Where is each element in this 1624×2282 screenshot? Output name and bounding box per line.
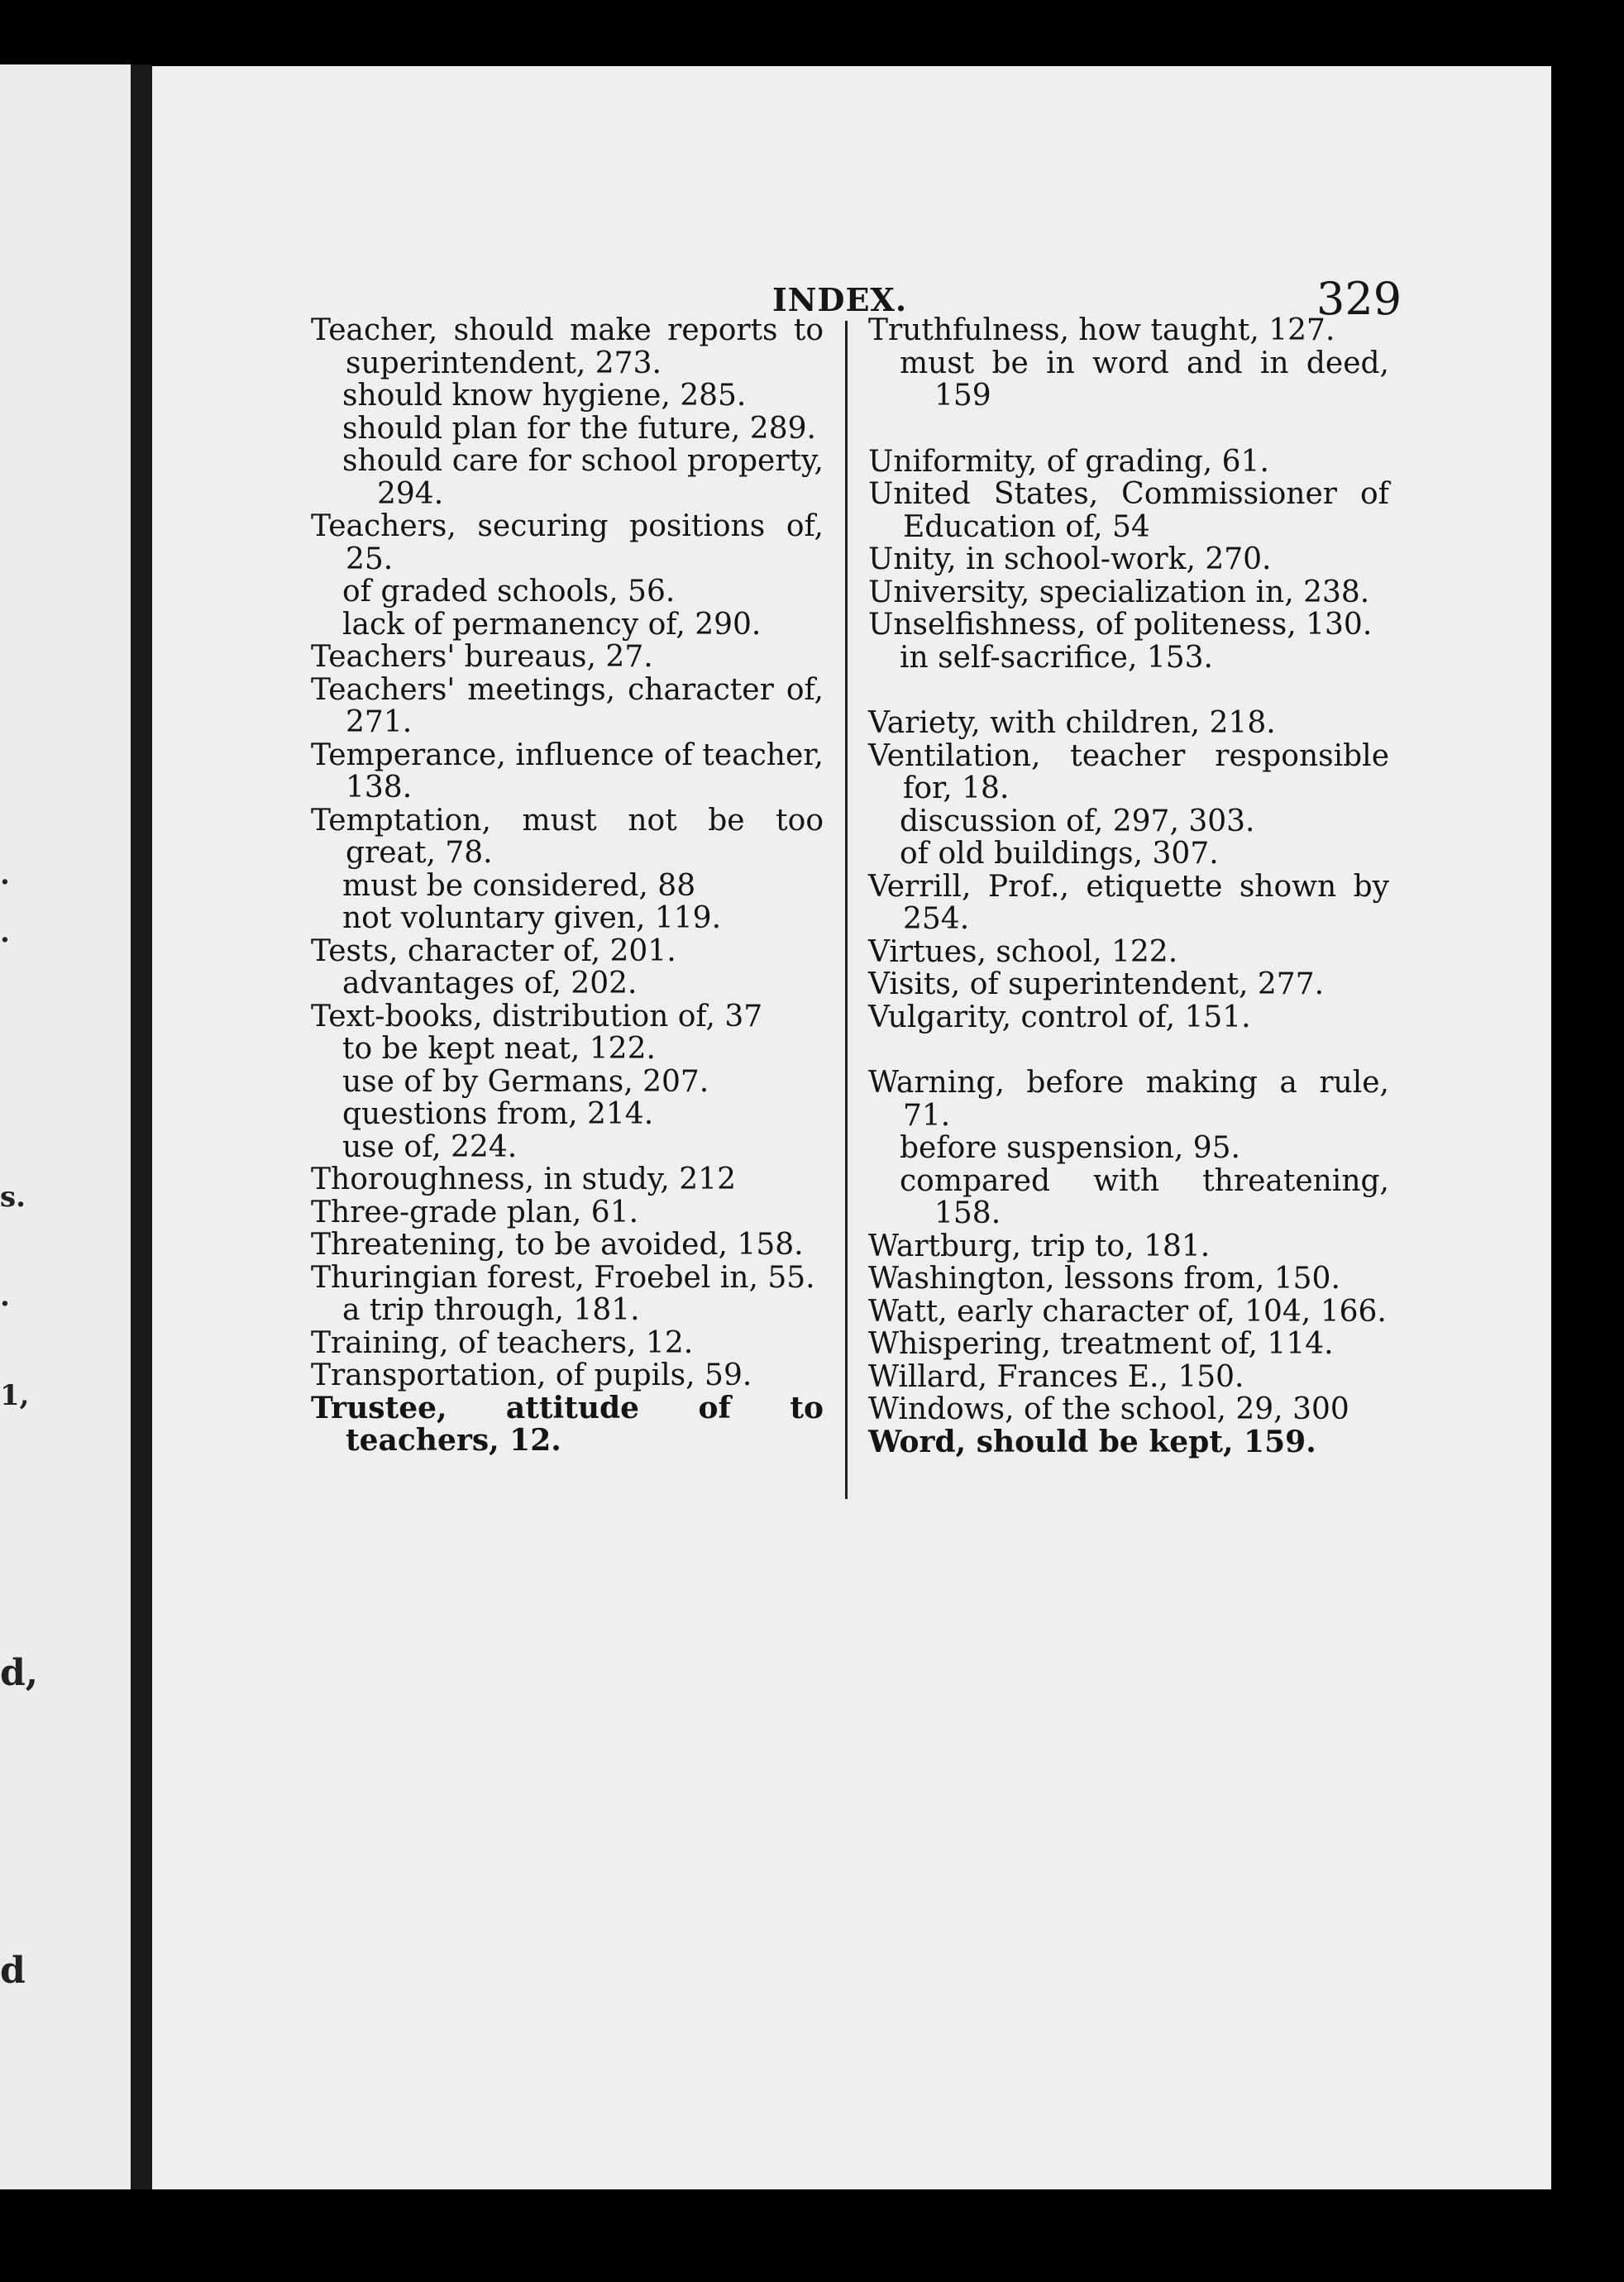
margin-mark: . [0,1280,10,1313]
index-entry: Uniformity, of grading, 61. [868,444,1269,479]
index-subentry: to be kept neat, 122. [342,1032,656,1066]
index-subentry: of graded schools, 56. [342,575,676,609]
index-section-gap [868,1034,1389,1067]
index-entry: University, specialization in, 238. [868,575,1370,609]
index-entry: Word, should be kept, 159. [868,1424,1316,1459]
facing-page-edge [0,64,132,2189]
index-entry: Whispering, treatment of, 114. [868,1327,1334,1361]
index-subentry: must be in word and in deed, 159 [900,346,1389,413]
index-entry: Teachers, securing positions of, 25. [311,509,824,576]
page-gutter [131,64,152,2189]
margin-mark: . [0,858,10,891]
index-subentry: a trip through, 181. [342,1293,640,1327]
index-section-gap [868,674,1389,707]
index-subentry: not voluntary given, 119. [342,901,722,935]
index-entry: United States, Commissioner of Education of, 54 [868,477,1389,544]
index-entry: Wartburg, trip to, 181. [868,1229,1211,1263]
index-entry: Warning, before making a rule, 71. [868,1066,1389,1133]
index-entry: Ventilation, teacher responsible for, 18. [868,738,1389,805]
margin-mark: s. [0,1181,26,1214]
index-subentry: lack of permanency of, 290. [342,607,762,642]
index-entry: Unity, in school-work, 270. [868,542,1272,576]
page-number: 329 [1316,273,1402,325]
index-entry: Tests, character of, 201. [311,933,676,968]
index-page [152,66,1551,2189]
index-entry: Willard, Frances E., 150. [868,1359,1244,1394]
index-entry: Trustee, attitude of to teachers, 12. [311,1390,824,1458]
index-subentry: questions from, 214. [342,1097,654,1131]
index-entry: Threatening, to be avoided, 158. [311,1228,804,1262]
margin-mark: d, [0,1652,39,1694]
header-title: INDEX. [772,281,908,318]
index-section-gap [868,413,1389,446]
index-subentry: compared with threatening, 158. [900,1163,1389,1230]
margin-mark: d [0,1950,26,1992]
running-header [152,215,1551,325]
index-entry: Unselfishness, of politeness, 130. [868,608,1373,642]
index-entry: Transportation, of pupils, 59. [311,1358,752,1392]
index-entry: Text-books, distribution of, 37 [311,999,763,1034]
index-subentry: should know hygiene, 285. [342,379,747,413]
index-subentry: should plan for the future, 289. [342,411,816,446]
index-entry: Visits, of superintendent, 277. [868,967,1325,1001]
index-entry: Teachers' meetings, character of, 271. [311,672,824,739]
index-entry: Watt, early character of, 104, 166. [868,1294,1387,1329]
index-entry: Verrill, Prof., etiquette shown by 254. [868,869,1389,936]
index-entry: Thoroughness, in study, 212 [311,1162,736,1196]
margin-mark: 1, [0,1379,30,1412]
index-column-left [311,314,824,1458]
margin-mark: . [0,916,10,949]
index-entry: Windows, of the school, 29, 300 [868,1392,1349,1426]
index-subentry: advantages of, 202. [342,967,638,1000]
index-entry: Truthfulness, how taught, 127. [868,313,1335,347]
index-subentry: should care for school property, 294. [342,444,824,511]
index-entry: Vulgarity, control of, 151. [868,1000,1251,1034]
index-entry: Teacher, should make reports to superintendent, 273. [311,313,824,380]
index-entry: Training, of teachers, 12. [311,1325,694,1360]
index-entry: Three-grade plan, 61. [311,1195,639,1229]
index-entry: Thuringian forest, Froebel in, 55. [311,1260,815,1295]
index-subentry: discussion of, 297, 303. [900,804,1255,838]
index-subentry: use of by Germans, 207. [342,1064,709,1099]
index-entry: Virtues, school, 122. [868,934,1178,969]
column-divider [845,321,848,1499]
index-subentry: must be considered, 88 [342,868,696,903]
index-subentry: in self-sacrifice, 153. [900,640,1213,675]
index-entry: Teachers' bureaus, 27. [311,640,653,674]
index-subentry: of old buildings, 307. [900,837,1219,871]
index-subentry: before suspension, 95. [900,1131,1240,1165]
index-entry: Variety, with children, 218. [868,706,1276,740]
index-entry: Washington, lessons from, 150. [868,1262,1340,1296]
index-column-right [868,314,1389,1458]
index-entry: Temperance, influence of teacher, 138. [311,738,824,804]
index-entry: Temptation, must not be too great, 78. [311,803,824,870]
index-subentry: use of, 224. [342,1129,518,1164]
